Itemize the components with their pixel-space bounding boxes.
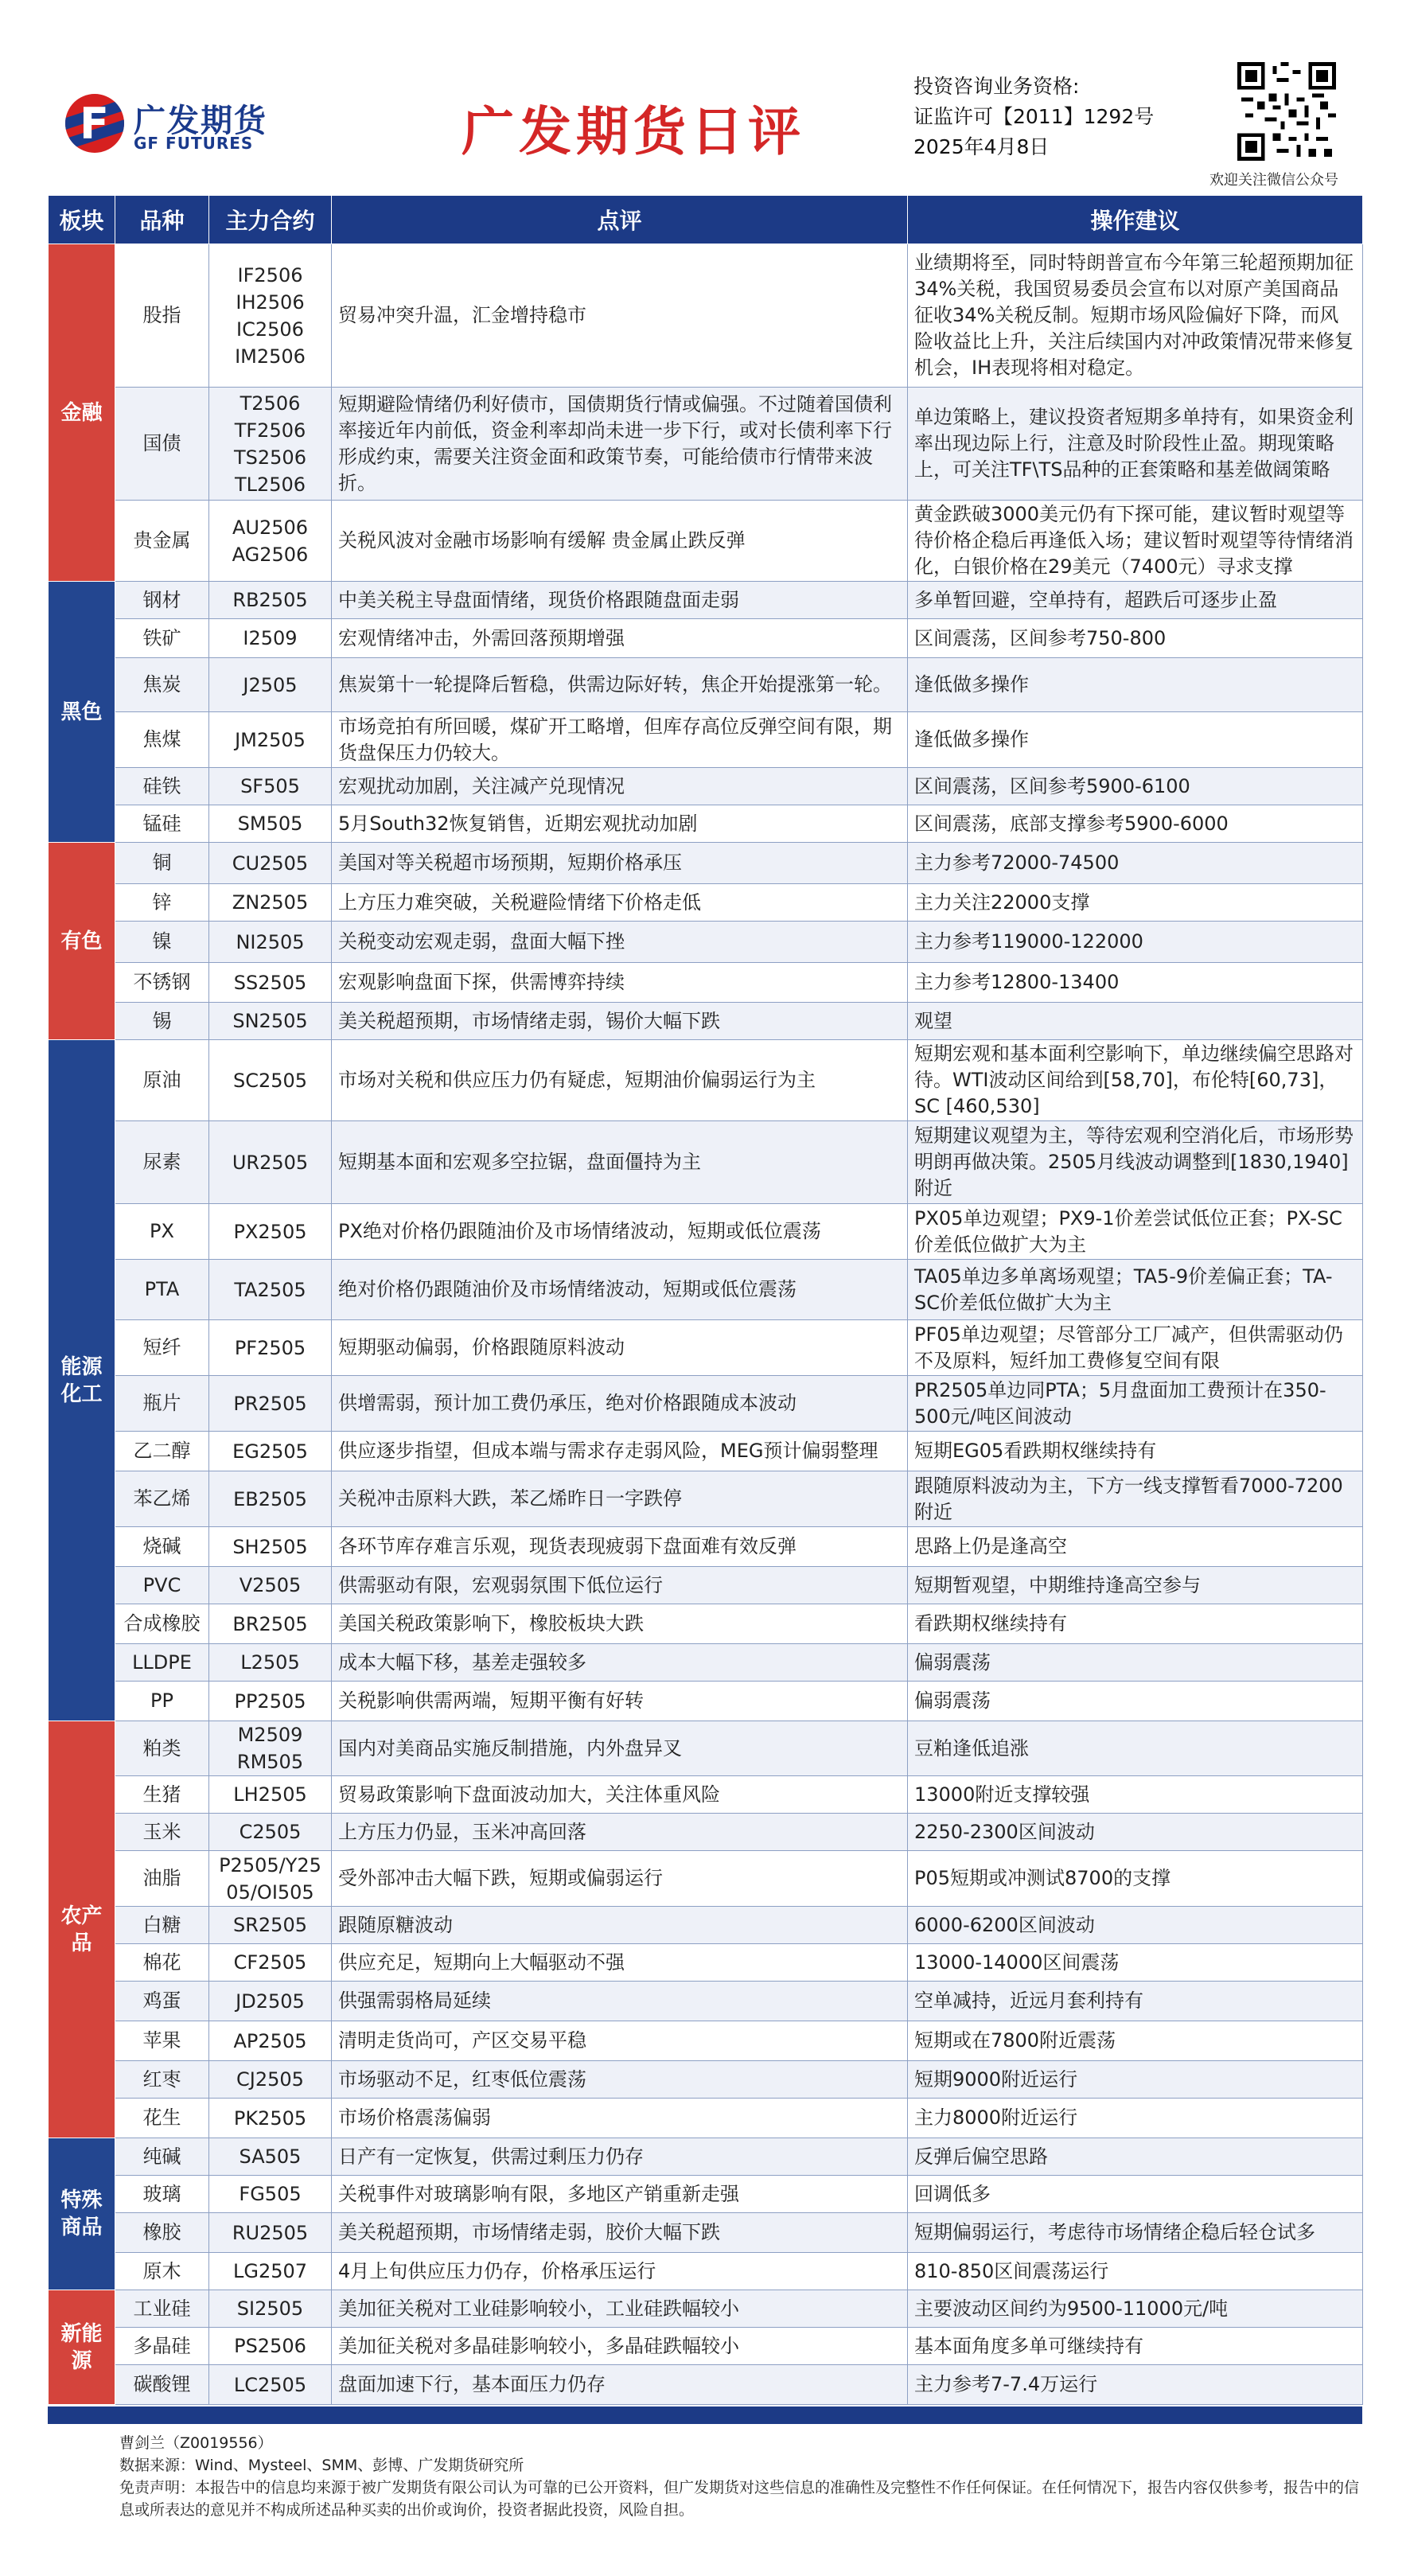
table-row — [49, 1204, 1363, 1260]
variety-cell: 镍 — [115, 922, 209, 963]
contract-cell: JM2505 — [209, 712, 332, 768]
advice-cell: 主力参考7-7.4万运行 — [908, 2365, 1363, 2405]
gf-logo-icon: F — [65, 94, 124, 153]
advice-cell: 主力参考119000-122000 — [908, 922, 1363, 963]
advice-cell: 主力参考12800-13400 — [908, 963, 1363, 1003]
variety-cell: 铜 — [115, 843, 209, 884]
comment-cell: 市场竞拍有所回暖，煤矿开工略增，但库存高位反弹空间有限，期货盘保压力仍较大。 — [332, 712, 908, 768]
sector-cell: 特殊 商品 — [49, 2138, 115, 2290]
contract-cell: SI2505 — [209, 2290, 332, 2328]
table-row — [49, 1471, 1363, 1527]
comment-cell: 焦炭第十一轮提降后暂稳，供需边际好转，焦企开始提涨第一轮。 — [332, 658, 908, 712]
table-row — [49, 1944, 1363, 1982]
advice-cell: 6000-6200区间波动 — [908, 1907, 1363, 1944]
variety-cell: 生猪 — [115, 1776, 209, 1814]
contract-cell: EB2505 — [209, 1471, 332, 1527]
comment-cell: 宏观影响盘面下探，供需博弈持续 — [332, 963, 908, 1003]
daily-review-table — [48, 195, 1363, 2405]
contract-cell: AP2505 — [209, 2021, 332, 2061]
table-row — [49, 582, 1363, 619]
variety-cell: 碳酸锂 — [115, 2365, 209, 2405]
contract-cell: C2505 — [209, 1814, 332, 1851]
data-source: 数据来源：Wind、Mysteel、SMM、彭博、广发期货研究所 — [119, 2457, 524, 2474]
daily-review-table-wrap — [48, 195, 1362, 2405]
advice-cell: 偏弱震荡 — [908, 1682, 1363, 1721]
table-row — [49, 1851, 1363, 1907]
comment-cell: 美关税超预期，市场情绪走弱，胶价大幅下跌 — [332, 2213, 908, 2253]
analyst-name: 曹剑兰（Z0019556） — [119, 2434, 273, 2452]
advice-cell: 短期EG05看跌期权继续持有 — [908, 1432, 1363, 1471]
contract-cell: FG505 — [209, 2176, 332, 2213]
table-row — [49, 1040, 1363, 1121]
sector-cell: 能源 化工 — [49, 1040, 115, 1721]
table-row — [49, 768, 1363, 805]
report-header — [0, 0, 1410, 195]
contract-cell: L2505 — [209, 1644, 332, 1682]
advice-cell: 空单减持，近远月套利持有 — [908, 1982, 1363, 2021]
comment-cell: 成本大幅下移，基差走强较多 — [332, 1644, 908, 1682]
contract-cell: ZN2505 — [209, 884, 332, 922]
sector-cell: 农产品 — [49, 1721, 115, 2138]
table-row — [49, 1982, 1363, 2021]
variety-cell: 股指 — [115, 244, 209, 388]
comment-cell: 美加征关税对工业硅影响较小，工业硅跌幅较小 — [332, 2290, 908, 2328]
variety-cell: 橡胶 — [115, 2213, 209, 2253]
advice-cell: 思路上仍是逢高空 — [908, 1527, 1363, 1567]
comment-cell: 市场对关税和供应压力仍有疑虑，短期油价偏弱运行为主 — [332, 1040, 908, 1121]
comment-cell: 美国关税政策影响下，橡胶板块大跌 — [332, 1604, 908, 1644]
contract-cell: NI2505 — [209, 922, 332, 963]
variety-cell: 工业硅 — [115, 2290, 209, 2328]
advice-cell: 主要波动区间约为9500-11000元/吨 — [908, 2290, 1363, 2328]
advice-cell: 反弹后偏空思路 — [908, 2138, 1363, 2176]
report-footer — [119, 2432, 1361, 2521]
advice-cell: 2250-2300区间波动 — [908, 1814, 1363, 1851]
table-row — [49, 2365, 1363, 2405]
variety-cell: 锌 — [115, 884, 209, 922]
table-row — [49, 2328, 1363, 2365]
table-row — [49, 1527, 1363, 1567]
variety-cell: 鸡蛋 — [115, 1982, 209, 2021]
comment-cell: 供应逐步指望，但成本端与需求存走弱风险，MEG预计偏弱整理 — [332, 1432, 908, 1471]
variety-cell: 焦炭 — [115, 658, 209, 712]
table-row — [49, 922, 1363, 963]
table-bottom-bar — [48, 2406, 1362, 2424]
table-row — [49, 1604, 1363, 1644]
comment-cell: 贸易冲突升温，汇金增持稳市 — [332, 244, 908, 388]
variety-cell: 白糖 — [115, 1907, 209, 1944]
contract-cell: SF505 — [209, 768, 332, 805]
advice-cell: 看跌期权继续持有 — [908, 1604, 1363, 1644]
table-row — [49, 619, 1363, 658]
contract-cell: SR2505 — [209, 1907, 332, 1944]
advice-cell: 偏弱震荡 — [908, 1644, 1363, 1682]
comment-cell: 上方压力仍显，玉米冲高回落 — [332, 1814, 908, 1851]
contract-cell: J2505 — [209, 658, 332, 712]
contract-cell: PR2505 — [209, 1376, 332, 1432]
comment-cell: 关税风波对金融市场影响有缓解 贵金属止跌反弹 — [332, 501, 908, 582]
variety-cell: 国债 — [115, 388, 209, 501]
contract-cell: CJ2505 — [209, 2061, 332, 2099]
variety-cell: 贵金属 — [115, 501, 209, 582]
contract-cell: BR2505 — [209, 1604, 332, 1644]
advice-cell: 主力8000附近运行 — [908, 2099, 1363, 2138]
comment-cell: 清明走货尚可，产区交易平稳 — [332, 2021, 908, 2061]
table-row — [49, 2099, 1363, 2138]
variety-cell: 苯乙烯 — [115, 1471, 209, 1527]
advice-cell: 短期偏弱运行，考虑待市场情绪企稳后轻仓试多 — [908, 2213, 1363, 2253]
contract-cell: LG2507 — [209, 2253, 332, 2290]
variety-cell: 原木 — [115, 2253, 209, 2290]
table-row — [49, 2253, 1363, 2290]
logo-chinese-name: 广发期货 — [134, 103, 267, 139]
comment-cell: 受外部冲击大幅下跌，短期或偏弱运行 — [332, 1851, 908, 1907]
contract-cell: SM505 — [209, 805, 332, 843]
advice-cell: 短期暂观望，中期维持逢高空参与 — [908, 1567, 1363, 1604]
advice-cell: 短期建议观望为主，等待宏观利空消化后，市场形势明朗再做决策。2505月线波动调整到[1830,1940]附近 — [908, 1121, 1363, 1204]
table-row — [49, 2290, 1363, 2328]
header-variety: 品种 — [115, 196, 209, 244]
table-row — [49, 1376, 1363, 1432]
comment-cell: 市场驱动不足，红枣低位震荡 — [332, 2061, 908, 2099]
report-date: 2025年4月8日 — [913, 135, 1050, 158]
comment-cell: 关税冲击原料大跌，苯乙烯昨日一字跌停 — [332, 1471, 908, 1527]
comment-cell: 国内对美商品实施反制措施，内外盘异叉 — [332, 1721, 908, 1776]
comment-cell: 短期基本面和宏观多空拉锯，盘面僵持为主 — [332, 1121, 908, 1204]
table-row — [49, 805, 1363, 843]
contract-cell: SC2505 — [209, 1040, 332, 1121]
variety-cell: 粕类 — [115, 1721, 209, 1776]
advice-cell: 逢低做多操作 — [908, 658, 1363, 712]
comment-cell: 短期避险情绪仍利好债市，国债期货行情或偏强。不过随着国债利率接近年内前低，资金利率却尚未进一步下行，或对长债利率下行形成约束，需要关注资金面和政策节奏，可能给债市行情带来波折。 — [332, 388, 908, 501]
advice-cell: PF05单边观望；尽管部分工厂减产，但供需驱动仍不及原料，短纤加工费修复空间有限 — [908, 1320, 1363, 1376]
table-row — [49, 501, 1363, 582]
variety-cell: 不锈钢 — [115, 963, 209, 1003]
table-row — [49, 843, 1363, 884]
contract-cell: AU2506 AG2506 — [209, 501, 332, 582]
variety-cell: 棉花 — [115, 1944, 209, 1982]
table-row — [49, 658, 1363, 712]
comment-cell: 中美关税主导盘面情绪，现货价格跟随盘面走弱 — [332, 582, 908, 619]
comment-cell: 关税变动宏观走弱，盘面大幅下挫 — [332, 922, 908, 963]
variety-cell: 尿素 — [115, 1121, 209, 1204]
contract-cell: SH2505 — [209, 1527, 332, 1567]
qualification-label: 投资咨询业务资格: — [913, 75, 1080, 98]
table-row — [49, 1260, 1363, 1320]
table-row — [49, 712, 1363, 768]
table-row — [49, 1320, 1363, 1376]
advice-cell: 区间震荡，区间参考750-800 — [908, 619, 1363, 658]
table-row — [49, 2213, 1363, 2253]
sector-cell: 黑色 — [49, 582, 115, 843]
contract-cell: PF2505 — [209, 1320, 332, 1376]
contract-cell: PS2506 — [209, 2328, 332, 2365]
variety-cell: 合成橡胶 — [115, 1604, 209, 1644]
advice-cell: PX05单边观望；PX9-1价差尝试低位正套；PX-SC价差低位做扩大为主 — [908, 1204, 1363, 1260]
advice-cell: 基本面角度多单可继续持有 — [908, 2328, 1363, 2365]
contract-cell: T2506 TF2506 TS2506 TL2506 — [209, 388, 332, 501]
gf-futures-logo — [65, 94, 272, 156]
contract-cell: SN2505 — [209, 1003, 332, 1040]
contract-cell: UR2505 — [209, 1121, 332, 1204]
license-number: 证监许可【2011】1292号 — [913, 105, 1155, 128]
contract-cell: LH2505 — [209, 1776, 332, 1814]
table-row — [49, 1907, 1363, 1944]
sector-cell: 金融 — [49, 244, 115, 582]
variety-cell: 原油 — [115, 1040, 209, 1121]
table-row — [49, 1567, 1363, 1604]
contract-cell: EG2505 — [209, 1432, 332, 1471]
contract-cell: P2505/Y2505/OI505 — [209, 1851, 332, 1907]
contract-cell: IF2506 IH2506 IC2506 IM2506 — [209, 244, 332, 388]
comment-cell: 5月South32恢复销售，近期宏观扰动加剧 — [332, 805, 908, 843]
contract-cell: CU2505 — [209, 843, 332, 884]
header-sector: 板块 — [49, 196, 115, 244]
advice-cell: 逢低做多操作 — [908, 712, 1363, 768]
variety-cell: 锰硅 — [115, 805, 209, 843]
table-row — [49, 1121, 1363, 1204]
advice-cell: TA05单边多单离场观望；TA5-9价差偏正套；TA-SC价差低位做扩大为主 — [908, 1260, 1363, 1320]
comment-cell: 美加征关税对多晶硅影响较小，多晶硅跌幅较小 — [332, 2328, 908, 2365]
variety-cell: 铁矿 — [115, 619, 209, 658]
variety-cell: 乙二醇 — [115, 1432, 209, 1471]
table-row — [49, 1814, 1363, 1851]
report-meta — [913, 72, 1154, 162]
variety-cell: 玻璃 — [115, 2176, 209, 2213]
variety-cell: 玉米 — [115, 1814, 209, 1851]
advice-cell: 13000-14000区间震荡 — [908, 1944, 1363, 1982]
advice-cell: 短期9000附近运行 — [908, 2061, 1363, 2099]
variety-cell: 硅铁 — [115, 768, 209, 805]
logo-english-name: GF FUTURES — [134, 134, 254, 153]
variety-cell: LLDPE — [115, 1644, 209, 1682]
advice-cell: 多单暂回避，空单持有，超跌后可逐步止盈 — [908, 582, 1363, 619]
comment-cell: 美关税超预期，市场情绪走弱，锡价大幅下跌 — [332, 1003, 908, 1040]
comment-cell: 短期驱动偏弱，价格跟随原料波动 — [332, 1320, 908, 1376]
comment-cell: 供强需弱格局延续 — [332, 1982, 908, 2021]
variety-cell: 短纤 — [115, 1320, 209, 1376]
advice-cell: 区间震荡，区间参考5900-6100 — [908, 768, 1363, 805]
variety-cell: 瓶片 — [115, 1376, 209, 1432]
advice-cell: 观望 — [908, 1003, 1363, 1040]
table-row — [49, 1432, 1363, 1471]
comment-cell: 各环节库存难言乐观，现货表现疲弱下盘面难有效反弹 — [332, 1527, 908, 1567]
advice-cell: 短期宏观和基本面利空影响下，单边继续偏空思路对待。WTI波动区间给到[58,70]，布伦特[60,73]，SC [460,530] — [908, 1040, 1363, 1121]
comment-cell: PX绝对价格仍跟随油价及市场情绪波动，短期或低位震荡 — [332, 1204, 908, 1260]
variety-cell: 红枣 — [115, 2061, 209, 2099]
advice-cell: 13000附近支撑较强 — [908, 1776, 1363, 1814]
advice-cell: 业绩期将至，同时特朗普宣布今年第三轮超预期加征34%关税，我国贸易委员会宣布以对原产美国商品征收34%关税反制。短期市场风险偏好下降，而风险收益比上升，关注后续国内对冲政策情况带来修复机会，IH表现将相对稳定。 — [908, 244, 1363, 388]
comment-cell: 盘面加速下行，基本面压力仍存 — [332, 2365, 908, 2405]
comment-cell: 宏观情绪冲击，外需回落预期增强 — [332, 619, 908, 658]
advice-cell: P05短期或冲测试8700的支撑 — [908, 1851, 1363, 1907]
table-row — [49, 388, 1363, 501]
table-row — [49, 2138, 1363, 2176]
variety-cell: PVC — [115, 1567, 209, 1604]
table-row — [49, 1644, 1363, 1682]
contract-cell: PP2505 — [209, 1682, 332, 1721]
variety-cell: 钢材 — [115, 582, 209, 619]
table-row — [49, 963, 1363, 1003]
table-row — [49, 1776, 1363, 1814]
variety-cell: 烧碱 — [115, 1527, 209, 1567]
comment-cell: 供应充足，短期向上大幅驱动不强 — [332, 1944, 908, 1982]
advice-cell: 短期或在7800附近震荡 — [908, 2021, 1363, 2061]
variety-cell: PX — [115, 1204, 209, 1260]
contract-cell: SA505 — [209, 2138, 332, 2176]
comment-cell: 跟随原糖波动 — [332, 1907, 908, 1944]
contract-cell: CF2505 — [209, 1944, 332, 1982]
table-row — [49, 2061, 1363, 2099]
variety-cell: 苹果 — [115, 2021, 209, 2061]
disclaimer: 免责声明：本报告中的信息均来源于被广发期货有限公司认为可靠的已公开资料，但广发期货对这些信息的准确性及完整性不作任何保证。在任何情况下，报告内容仅供参考，报告中的信息或所表达的意见并不构成所述品种买卖的出价或询价，投资者据此投资，风险自担。 — [119, 2479, 1360, 2519]
advice-cell: 单边策略上，建议投资者短期多单持有，如果资金利率出现边际上行，注意及时阶段性止盈。期现策略上，可关注TF\TS品种的正套策略和基差做阔策略 — [908, 388, 1363, 501]
advice-cell: 回调低多 — [908, 2176, 1363, 2213]
advice-cell: 810-850区间震荡运行 — [908, 2253, 1363, 2290]
table-row — [49, 1682, 1363, 1721]
comment-cell: 市场价格震荡偏弱 — [332, 2099, 908, 2138]
table-row — [49, 2176, 1363, 2213]
sector-cell: 有色 — [49, 843, 115, 1040]
comment-cell: 关税影响供需两端，短期平衡有好转 — [332, 1682, 908, 1721]
table-row — [49, 1721, 1363, 1776]
variety-cell: 锡 — [115, 1003, 209, 1040]
page-title: 广发期货日评 — [462, 101, 805, 162]
advice-cell: 黄金跌破3000美元仍有下探可能，建议暂时观望等待价格企稳后再逢低入场；建议暂时观望等待情绪消化，白银价格在29美元（7400元）寻求支撑 — [908, 501, 1363, 582]
contract-cell: SS2505 — [209, 963, 332, 1003]
contract-cell: JD2505 — [209, 1982, 332, 2021]
advice-cell: 豆粕逢低追涨 — [908, 1721, 1363, 1776]
header-contract: 主力合约 — [209, 196, 332, 244]
variety-cell: 花生 — [115, 2099, 209, 2138]
contract-cell: M2509 RM505 — [209, 1721, 332, 1776]
comment-cell: 宏观扰动加剧，关注减产兑现情况 — [332, 768, 908, 805]
advice-cell: 区间震荡，底部支撑参考5900-6000 — [908, 805, 1363, 843]
variety-cell: PP — [115, 1682, 209, 1721]
comment-cell: 4月上旬供应压力仍存，价格承压运行 — [332, 2253, 908, 2290]
contract-cell: I2509 — [209, 619, 332, 658]
qr-caption: 欢迎关注微信公众号 — [1209, 172, 1338, 189]
contract-cell: TA2505 — [209, 1260, 332, 1320]
advice-cell: 主力参考72000-74500 — [908, 843, 1363, 884]
contract-cell: RB2505 — [209, 582, 332, 619]
table-row — [49, 2021, 1363, 2061]
header-comment: 点评 — [332, 196, 908, 244]
variety-cell: PTA — [115, 1260, 209, 1320]
variety-cell: 焦煤 — [115, 712, 209, 768]
contract-cell: PX2505 — [209, 1204, 332, 1260]
comment-cell: 美国对等关税超市场预期，短期价格承压 — [332, 843, 908, 884]
contract-cell: RU2505 — [209, 2213, 332, 2253]
contract-cell: V2505 — [209, 1567, 332, 1604]
header-advice: 操作建议 — [908, 196, 1363, 244]
variety-cell: 油脂 — [115, 1851, 209, 1907]
contract-cell: PK2505 — [209, 2099, 332, 2138]
variety-cell: 纯碱 — [115, 2138, 209, 2176]
comment-cell: 供增需弱，预计加工费仍承压，绝对价格跟随成本波动 — [332, 1376, 908, 1432]
advice-cell: PR2505单边同PTA；5月盘面加工费预计在350-500元/吨区间波动 — [908, 1376, 1363, 1432]
advice-cell: 跟随原料波动为主，下方一线支撑暂看7000-7200附近 — [908, 1471, 1363, 1527]
advice-cell: 主力关注22000支撑 — [908, 884, 1363, 922]
qr-code-icon — [1237, 62, 1336, 161]
table-row — [49, 884, 1363, 922]
contract-cell: LC2505 — [209, 2365, 332, 2405]
comment-cell: 供需驱动有限，宏观弱氛围下低位运行 — [332, 1567, 908, 1604]
comment-cell: 日产有一定恢复，供需过剩压力仍存 — [332, 2138, 908, 2176]
comment-cell: 绝对价格仍跟随油价及市场情绪波动，短期或低位震荡 — [332, 1260, 908, 1320]
comment-cell: 贸易政策影响下盘面波动加大，关注体重风险 — [332, 1776, 908, 1814]
comment-cell: 关税事件对玻璃影响有限，多地区产销重新走强 — [332, 2176, 908, 2213]
variety-cell: 多晶硅 — [115, 2328, 209, 2365]
comment-cell: 上方压力难突破，关税避险情绪下价格走低 — [332, 884, 908, 922]
table-row — [49, 1003, 1363, 1040]
table-row — [49, 244, 1363, 388]
table-header-row — [49, 196, 1363, 244]
table-body — [49, 244, 1363, 2405]
sector-cell: 新能源 — [49, 2290, 115, 2405]
